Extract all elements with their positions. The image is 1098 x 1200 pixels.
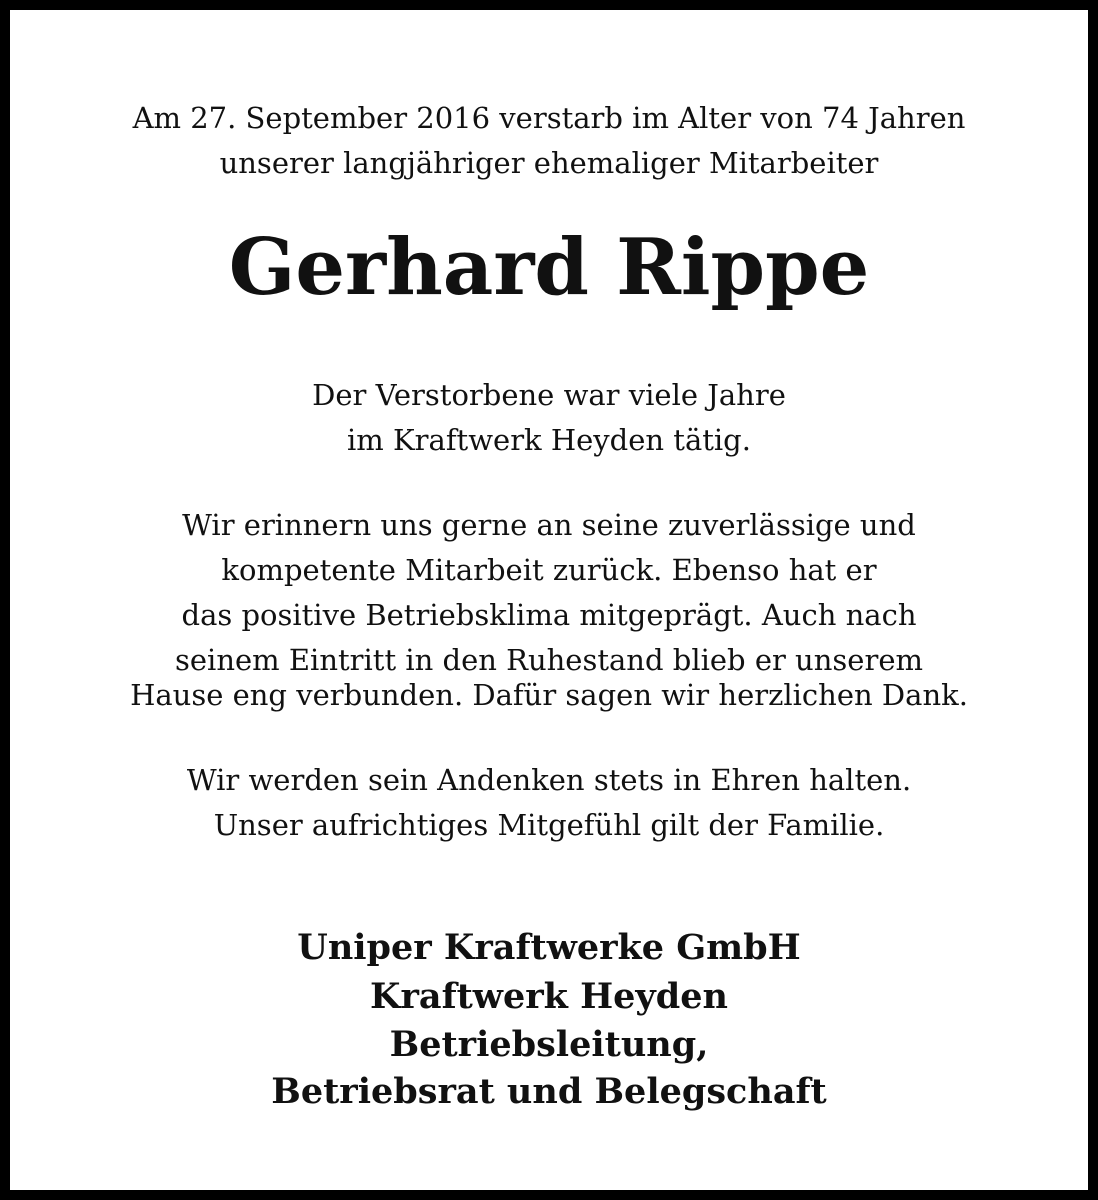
- paragraph-1-line: im Kraftwerk Heyden tätig.: [347, 423, 751, 457]
- paragraph-3-line: Unser aufrichtiges Mitgefühl gilt der Familie.: [213, 808, 885, 842]
- paragraph-2-line: Wir erinnern uns gerne an seine zuverlässige und: [182, 508, 916, 542]
- intro-line-2: unserer langjähriger ehemaliger Mitarbeiter: [219, 146, 879, 180]
- paragraph-2-line: seinem Eintritt in den Ruhestand blieb er unserem: [175, 643, 923, 677]
- signature-line: Kraftwerk Heyden: [370, 976, 728, 1017]
- signature-line: Betriebsrat und Belegschaft: [271, 1071, 827, 1112]
- signature-line: Betriebsleitung,: [389, 1024, 709, 1065]
- paragraph-2-line: kompetente Mitarbeit zurück. Ebenso hat er: [221, 553, 877, 587]
- intro-line-1: Am 27. September 2016 verstarb im Alter von 74 Jahren: [132, 101, 966, 135]
- paragraph-1-line: Der Verstorbene war viele Jahre: [312, 378, 786, 412]
- paragraph-2-line: Hause eng verbunden. Dafür sagen wir herzlichen Dank.: [130, 678, 968, 712]
- paragraph-3-line: Wir werden sein Andenken stets in Ehren halten.: [186, 763, 912, 797]
- signature-line: Uniper Kraftwerke GmbH: [297, 927, 801, 968]
- deceased-name: Gerhard Rippe: [228, 222, 870, 313]
- paragraph-2-line: das positive Betriebsklima mitgeprägt. Auch nach: [181, 598, 917, 632]
